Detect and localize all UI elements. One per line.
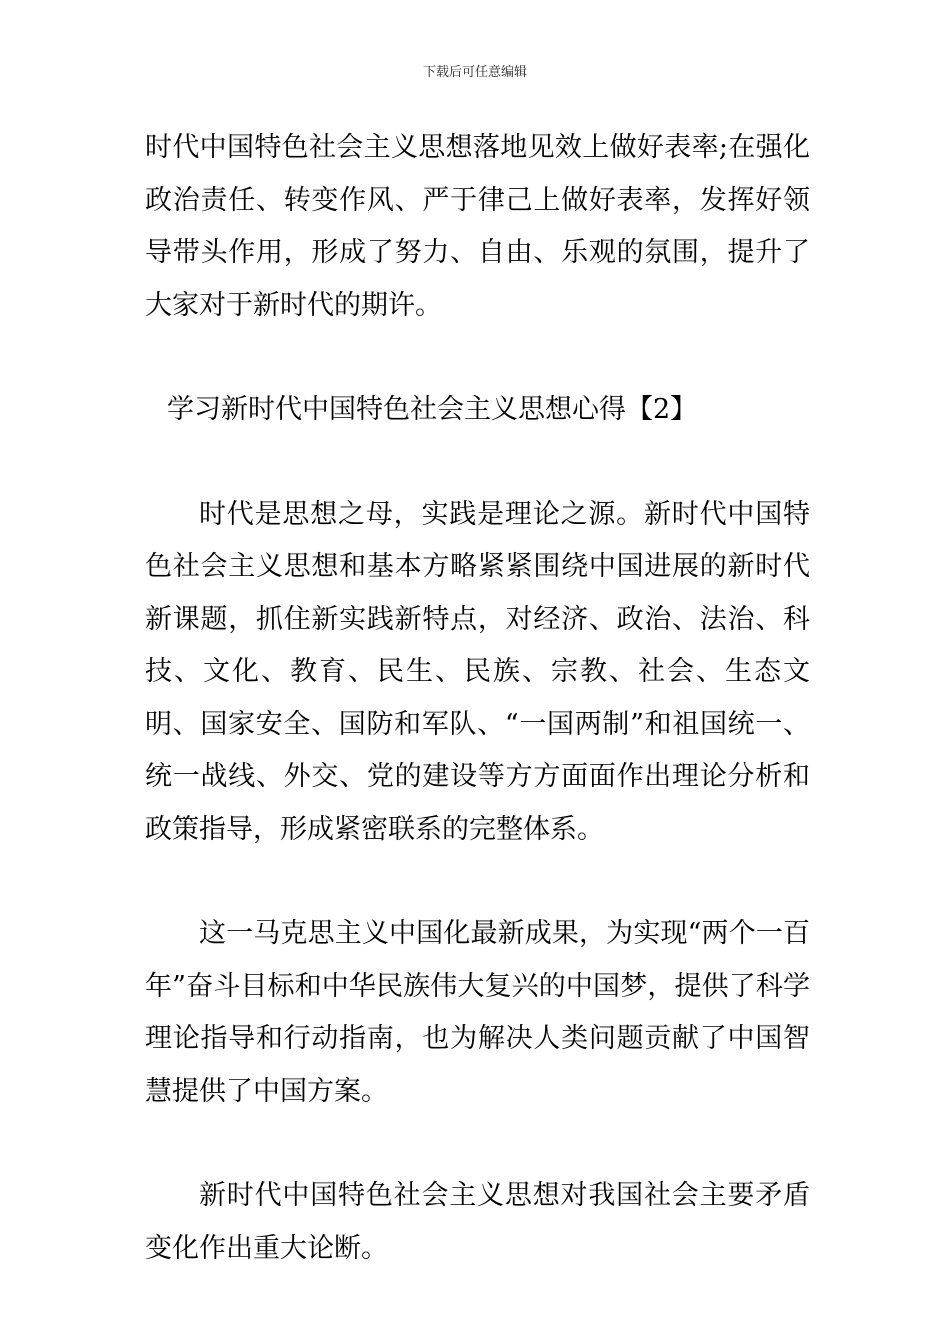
- paragraph-gap: [145, 332, 810, 384]
- document-body: [145, 122, 810, 1275]
- paragraph-gap: [145, 1118, 810, 1170]
- paragraph-gap: [145, 856, 810, 908]
- paragraph-latest-achievement: 这一马克思主义中国化最新成果，为实现“两个一百年”奋斗目标和中华民族伟大复兴的中国梦，提供了科学理论指导和行动指南，也为解决人类问题贡献了中国智慧提供了中国方案。: [145, 918, 810, 1107]
- page-header: 下载后可任意编辑: [422, 65, 527, 80]
- paragraph-era-and-thought: 时代是思想之母，实践是理论之源。新时代中国特色社会主义思想和基本方略紧紧围绕中国进展的新时代新课题，抓住新实践新特点，对经济、政治、法治、科技、文化、教育、民生、民族、宗教、社会、生态文明、国家安全、国防和军队、“一国两制”和祖国统一、统一战线、外交、党的建设等方方面面作出理论分析和政策指导，形成紧密联系的完整体系。: [145, 498, 810, 845]
- section-heading: 学习新时代中国特色社会主义思想心得【2】: [167, 394, 698, 425]
- paragraph-principal-contradiction: 新时代中国特色社会主义思想对我国社会主要矛盾变化作出重大论断。: [145, 1180, 810, 1264]
- paragraph-gap: [145, 437, 810, 489]
- paragraph-continuation: 时代中国特色社会主义思想落地见效上做好表率;在强化政治责任、转变作风、严于律己上做好表率，发挥好领导带头作用，形成了努力、自由、乐观的氛围，提升了大家对于新时代的期许。: [145, 132, 810, 321]
